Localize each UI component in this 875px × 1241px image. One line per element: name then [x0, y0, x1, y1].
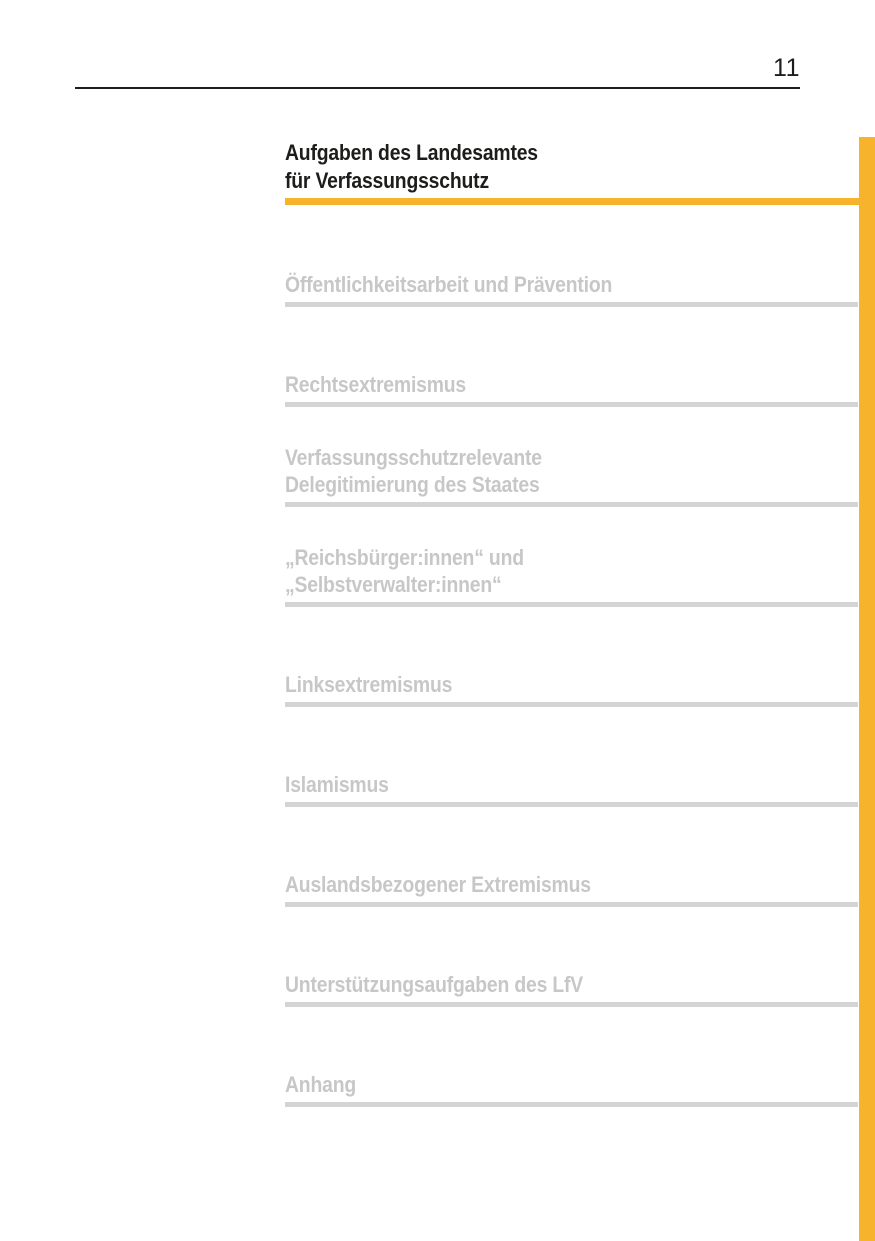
toc-item-oeffentlichkeitsarbeit — [285, 207, 858, 307]
accent-vertical-bar — [859, 137, 875, 1241]
toc-item-line: Rechtsextremismus — [285, 372, 467, 397]
toc-item-unterstuetzungsaufgaben — [285, 907, 858, 1007]
toc-item-delegitimierung — [285, 407, 858, 507]
toc-item-label — [285, 271, 789, 298]
toc-item-line: Islamismus — [285, 772, 389, 797]
toc-item-line: Delegitimierung des Staates — [285, 472, 540, 497]
toc-item-underline — [285, 1102, 858, 1107]
chapter-title-block — [285, 139, 875, 205]
toc-item-label — [285, 544, 789, 598]
title-accent-underline — [285, 198, 875, 205]
toc-item-line: Unterstützungsaufgaben des LfV — [285, 972, 584, 997]
chapter-title — [285, 139, 804, 195]
toc-item-label — [285, 871, 789, 898]
toc-item-line: Öffentlichkeitsarbeit und Prävention — [285, 272, 613, 297]
toc-item-anhang — [285, 1007, 858, 1107]
toc-item-auslandsbezogener-extremismus — [285, 807, 858, 907]
chapter-title-line: für Verfassungsschutz — [285, 168, 489, 193]
toc-item-linksextremismus — [285, 607, 858, 707]
toc-item-line: Anhang — [285, 1072, 357, 1097]
toc-item-line: „Selbstverwalter:innen“ — [285, 572, 502, 597]
toc-item-line: „Reichsbürger:innen“ und — [285, 545, 524, 570]
chapter-title-line: Aufgaben des Landesamtes — [285, 140, 538, 165]
toc-item-line: Auslandsbezogener Extremismus — [285, 872, 591, 897]
toc-item-rechtsextremismus — [285, 307, 858, 407]
toc-item-label — [285, 371, 789, 398]
toc-item-label — [285, 444, 789, 498]
toc-item-label — [285, 771, 789, 798]
toc-item-label — [285, 671, 789, 698]
toc-item-label — [285, 971, 789, 998]
header-rule — [75, 87, 800, 89]
toc-item-line: Verfassungsschutzrelevante — [285, 445, 542, 470]
page-number: 11 — [773, 54, 800, 82]
toc-item-reichsbuerger — [285, 507, 858, 607]
toc-item-islamismus — [285, 707, 858, 807]
toc-item-line: Linksextremismus — [285, 672, 453, 697]
toc-item-label — [285, 1071, 789, 1098]
